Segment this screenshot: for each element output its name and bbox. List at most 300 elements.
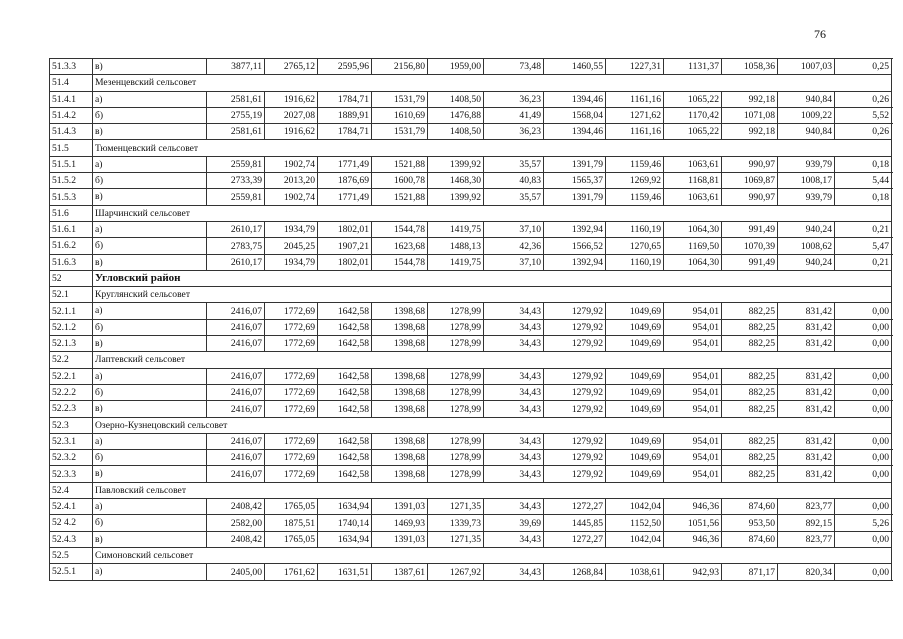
table-cell: 1544,78 (372, 221, 428, 237)
table-row (50, 124, 892, 140)
row-code: 51.5 (50, 140, 93, 156)
table-cell: 1934,79 (265, 254, 318, 270)
table-row (50, 221, 892, 237)
table-cell: 1159,46 (606, 156, 664, 172)
table-cell: 1642,58 (318, 319, 372, 335)
district-row (50, 270, 892, 286)
row-code: 52.1 (50, 287, 93, 303)
table-cell: 0,21 (835, 221, 892, 237)
table-cell: 2610,17 (207, 254, 265, 270)
table-row (50, 401, 892, 417)
table-cell: 0,00 (835, 401, 892, 417)
table-row (50, 238, 892, 254)
table-cell: 1227,31 (606, 59, 664, 75)
table-cell: 831,42 (778, 401, 835, 417)
table-cell: 5,44 (835, 173, 892, 189)
table-cell: 939,79 (778, 156, 835, 172)
row-variant: а) (93, 303, 207, 319)
table-cell: 0,18 (835, 156, 892, 172)
table-cell: 1642,58 (318, 401, 372, 417)
table-row (50, 303, 892, 319)
table-cell: 1889,91 (318, 107, 372, 123)
table-cell: 942,93 (664, 564, 722, 580)
table-cell: 871,17 (722, 564, 778, 580)
table-cell: 1278,99 (428, 319, 484, 335)
table-cell: 1902,74 (265, 189, 318, 205)
table-cell: 992,18 (722, 124, 778, 140)
table-cell: 990,97 (722, 189, 778, 205)
table-cell: 2013,20 (265, 173, 318, 189)
table-row (50, 368, 892, 384)
table-cell: 1959,00 (428, 59, 484, 75)
table-cell: 1568,04 (544, 107, 606, 123)
table-cell: 874,60 (722, 531, 778, 547)
table-cell: 1623,68 (372, 238, 428, 254)
table-cell: 892,15 (778, 515, 835, 531)
table-cell: 1642,58 (318, 336, 372, 352)
table-cell: 1398,68 (372, 450, 428, 466)
section-name: Павловский сельсовет (93, 482, 892, 498)
table-cell: 2408,42 (207, 499, 265, 515)
table-cell: 1267,92 (428, 564, 484, 580)
table-cell: 1634,94 (318, 531, 372, 547)
table-cell: 1063,61 (664, 189, 722, 205)
table-cell: 3877,11 (207, 59, 265, 75)
table-cell: 1269,92 (606, 173, 664, 189)
table-cell: 954,01 (664, 303, 722, 319)
table-cell: 1042,04 (606, 531, 664, 547)
table-cell: 1063,61 (664, 156, 722, 172)
row-variant: б) (93, 238, 207, 254)
table-row (50, 59, 892, 75)
table-cell: 1399,92 (428, 189, 484, 205)
table-cell: 954,01 (664, 368, 722, 384)
table-cell: 2416,07 (207, 401, 265, 417)
table-cell: 1876,69 (318, 173, 372, 189)
row-code: 52.2.3 (50, 401, 93, 417)
table-cell: 1271,62 (606, 107, 664, 123)
row-code: 52.1.1 (50, 303, 93, 319)
table-cell: 1169,50 (664, 238, 722, 254)
table-cell: 1387,61 (372, 564, 428, 580)
table-cell: 2405,00 (207, 564, 265, 580)
row-variant: б) (93, 319, 207, 335)
row-code: 52.4.1 (50, 499, 93, 515)
table-cell: 2156,80 (372, 59, 428, 75)
row-variant: а) (93, 221, 207, 237)
row-variant: в) (93, 401, 207, 417)
row-variant: а) (93, 156, 207, 172)
table-row (50, 384, 892, 400)
table-cell: 1408,50 (428, 91, 484, 107)
row-code: 52.1.3 (50, 336, 93, 352)
table-cell: 1391,79 (544, 189, 606, 205)
table-cell: 1278,99 (428, 368, 484, 384)
table-cell: 2783,75 (207, 238, 265, 254)
row-variant: а) (93, 433, 207, 449)
table-row (50, 91, 892, 107)
table-row (50, 254, 892, 270)
table-cell: 946,36 (664, 531, 722, 547)
table-cell: 1419,75 (428, 254, 484, 270)
table-cell: 2045,25 (265, 238, 318, 254)
row-variant: б) (93, 515, 207, 531)
page-number: 76 (814, 27, 826, 41)
table-cell: 882,25 (722, 303, 778, 319)
table-cell: 820,34 (778, 564, 835, 580)
section-row (50, 352, 892, 368)
table-cell: 0,00 (835, 384, 892, 400)
table-cell: 953,50 (722, 515, 778, 531)
table-cell: 1631,51 (318, 564, 372, 580)
table-cell: 1642,58 (318, 466, 372, 482)
row-code: 51.4.3 (50, 124, 93, 140)
table-cell: 1772,69 (265, 450, 318, 466)
table-cell: 1531,79 (372, 91, 428, 107)
table-cell: 1399,92 (428, 156, 484, 172)
table-cell: 0,00 (835, 303, 892, 319)
table-cell: 2416,07 (207, 303, 265, 319)
table-cell: 1278,99 (428, 384, 484, 400)
section-row (50, 547, 892, 563)
row-code: 51.4 (50, 75, 93, 91)
table-cell: 2416,07 (207, 466, 265, 482)
table-cell: 1408,50 (428, 124, 484, 140)
table-cell: 2416,07 (207, 336, 265, 352)
table-cell: 1278,99 (428, 401, 484, 417)
table-cell: 1391,79 (544, 156, 606, 172)
table-cell: 2416,07 (207, 433, 265, 449)
table-cell: 1566,52 (544, 238, 606, 254)
table-cell: 1934,79 (265, 221, 318, 237)
table-cell: 940,24 (778, 254, 835, 270)
table-cell: 2581,61 (207, 124, 265, 140)
table-cell: 1642,58 (318, 450, 372, 466)
table-cell: 34,43 (484, 450, 544, 466)
table-cell: 954,01 (664, 319, 722, 335)
table-cell: 2416,07 (207, 384, 265, 400)
table-cell: 34,43 (484, 319, 544, 335)
table-cell: 1278,99 (428, 303, 484, 319)
table-cell: 1042,04 (606, 499, 664, 515)
table-cell: 882,25 (722, 368, 778, 384)
table-cell: 1049,69 (606, 368, 664, 384)
row-code: 51.5.1 (50, 156, 93, 172)
table-cell: 831,42 (778, 384, 835, 400)
table-cell: 882,25 (722, 450, 778, 466)
table-cell: 1279,92 (544, 336, 606, 352)
table-cell: 954,01 (664, 450, 722, 466)
table-cell: 0,25 (835, 59, 892, 75)
table-cell: 1279,92 (544, 401, 606, 417)
table-row (50, 515, 892, 531)
table-cell: 1772,69 (265, 401, 318, 417)
table-cell: 1392,94 (544, 254, 606, 270)
table-cell: 0,00 (835, 466, 892, 482)
table-cell: 1161,16 (606, 124, 664, 140)
table-cell: 1772,69 (265, 466, 318, 482)
table-cell: 882,25 (722, 336, 778, 352)
section-name: Тюменцевский сельсовет (93, 140, 892, 156)
table-cell: 34,43 (484, 499, 544, 515)
table-cell: 1058,36 (722, 59, 778, 75)
table-cell: 831,42 (778, 319, 835, 335)
row-code: 51.6.3 (50, 254, 93, 270)
section-row (50, 75, 892, 91)
table-cell: 954,01 (664, 384, 722, 400)
table-row (50, 564, 892, 580)
table-cell: 2559,81 (207, 156, 265, 172)
section-row (50, 287, 892, 303)
table-cell: 1784,71 (318, 91, 372, 107)
table-cell: 1279,92 (544, 368, 606, 384)
row-variant: а) (93, 499, 207, 515)
table-cell: 35,57 (484, 156, 544, 172)
row-variant: в) (93, 189, 207, 205)
table-cell: 1445,85 (544, 515, 606, 531)
table-row (50, 336, 892, 352)
table-cell: 1278,99 (428, 450, 484, 466)
table-cell: 940,24 (778, 221, 835, 237)
section-name: Мезенцевский сельсовет (93, 75, 892, 91)
table-row (50, 499, 892, 515)
row-variant: в) (93, 531, 207, 547)
table-cell: 992,18 (722, 91, 778, 107)
tariff-table (49, 58, 892, 581)
table-cell: 882,25 (722, 319, 778, 335)
row-code: 52.2 (50, 352, 93, 368)
table-cell: 1049,69 (606, 466, 664, 482)
table-cell: 1521,88 (372, 189, 428, 205)
table-row (50, 173, 892, 189)
table-cell: 1772,69 (265, 368, 318, 384)
table-cell: 1398,68 (372, 384, 428, 400)
row-variant: а) (93, 564, 207, 580)
table-cell: 1907,21 (318, 238, 372, 254)
table-cell: 1469,93 (372, 515, 428, 531)
table-cell: 2733,39 (207, 173, 265, 189)
table-cell: 0,00 (835, 433, 892, 449)
row-code: 52.5 (50, 547, 93, 563)
row-variant: в) (93, 466, 207, 482)
table-cell: 954,01 (664, 336, 722, 352)
table-cell: 1007,03 (778, 59, 835, 75)
row-variant: в) (93, 59, 207, 75)
row-code: 52.3.3 (50, 466, 93, 482)
section-name: Шарчинский сельсовет (93, 205, 892, 221)
table-cell: 2595,96 (318, 59, 372, 75)
table-cell: 2559,81 (207, 189, 265, 205)
table-cell: 1008,62 (778, 238, 835, 254)
table-cell: 1398,68 (372, 368, 428, 384)
table-cell: 0,00 (835, 319, 892, 335)
table-cell: 1270,65 (606, 238, 664, 254)
table-cell: 954,01 (664, 466, 722, 482)
table-cell: 1802,01 (318, 221, 372, 237)
table-cell: 940,84 (778, 124, 835, 140)
table-cell: 1531,79 (372, 124, 428, 140)
table-cell: 831,42 (778, 450, 835, 466)
table-cell: 2582,00 (207, 515, 265, 531)
row-variant: в) (93, 254, 207, 270)
table-cell: 2408,42 (207, 531, 265, 547)
row-code: 52.3.2 (50, 450, 93, 466)
table-cell: 1642,58 (318, 433, 372, 449)
table-cell: 1544,78 (372, 254, 428, 270)
table-cell: 0,26 (835, 91, 892, 107)
table-cell: 0,18 (835, 189, 892, 205)
table-cell: 823,77 (778, 531, 835, 547)
row-code: 51.4.1 (50, 91, 93, 107)
table-cell: 831,42 (778, 368, 835, 384)
table-cell: 882,25 (722, 384, 778, 400)
table-cell: 1279,92 (544, 433, 606, 449)
table-cell: 1771,49 (318, 189, 372, 205)
row-variant: в) (93, 336, 207, 352)
table-cell: 0,00 (835, 368, 892, 384)
table-cell: 1064,30 (664, 254, 722, 270)
table-cell: 1278,99 (428, 466, 484, 482)
row-code: 52.4 (50, 482, 93, 498)
table-cell: 1161,16 (606, 91, 664, 107)
table-cell: 37,10 (484, 254, 544, 270)
table-cell: 991,49 (722, 254, 778, 270)
table-cell: 34,43 (484, 401, 544, 417)
table-cell: 1278,99 (428, 433, 484, 449)
section-name: Лаптевский сельсовет (93, 352, 892, 368)
table-cell: 954,01 (664, 433, 722, 449)
row-code: 52.4.3 (50, 531, 93, 547)
row-variant: а) (93, 91, 207, 107)
row-code: 52.1.2 (50, 319, 93, 335)
table-cell: 37,10 (484, 221, 544, 237)
table-cell: 1761,62 (265, 564, 318, 580)
table-cell: 0,00 (835, 499, 892, 515)
table-cell: 2416,07 (207, 450, 265, 466)
table-cell: 1049,69 (606, 433, 664, 449)
table-cell: 1394,46 (544, 124, 606, 140)
section-row (50, 140, 892, 156)
table-cell: 1170,42 (664, 107, 722, 123)
table-cell: 1398,68 (372, 466, 428, 482)
table-cell: 1168,81 (664, 173, 722, 189)
table-cell: 823,77 (778, 499, 835, 515)
table-cell: 946,36 (664, 499, 722, 515)
section-row (50, 205, 892, 221)
table-cell: 1038,61 (606, 564, 664, 580)
table-cell: 2416,07 (207, 319, 265, 335)
table-cell: 1398,68 (372, 433, 428, 449)
table-cell: 1398,68 (372, 303, 428, 319)
table-cell: 1008,17 (778, 173, 835, 189)
table-cell: 0,00 (835, 450, 892, 466)
table-cell: 1049,69 (606, 450, 664, 466)
table-cell: 0,21 (835, 254, 892, 270)
table-cell: 1916,62 (265, 124, 318, 140)
table-cell: 1802,01 (318, 254, 372, 270)
table-cell: 831,42 (778, 466, 835, 482)
table-cell: 874,60 (722, 499, 778, 515)
section-name: Озерно-Кузнецовский сельсовет (93, 417, 892, 433)
table-cell: 1488,13 (428, 238, 484, 254)
table-cell: 1049,69 (606, 384, 664, 400)
table-cell: 1131,37 (664, 59, 722, 75)
table-cell: 34,43 (484, 384, 544, 400)
table-cell: 1339,73 (428, 515, 484, 531)
table-cell: 2765,12 (265, 59, 318, 75)
table-cell: 1392,94 (544, 221, 606, 237)
table-cell: 36,23 (484, 124, 544, 140)
table-cell: 1765,05 (265, 499, 318, 515)
table-cell: 1565,37 (544, 173, 606, 189)
table-cell: 1419,75 (428, 221, 484, 237)
table-cell: 2610,17 (207, 221, 265, 237)
table-cell: 1902,74 (265, 156, 318, 172)
row-variant: б) (93, 173, 207, 189)
table-cell: 1600,78 (372, 173, 428, 189)
table-cell: 1772,69 (265, 384, 318, 400)
table-cell: 5,52 (835, 107, 892, 123)
row-code: 51.5.3 (50, 189, 93, 205)
table-cell: 1875,51 (265, 515, 318, 531)
table-cell: 1049,69 (606, 303, 664, 319)
table-cell: 1152,50 (606, 515, 664, 531)
table-cell: 0,00 (835, 564, 892, 580)
table-cell: 1398,68 (372, 336, 428, 352)
row-code: 52.5.1 (50, 564, 93, 580)
table-cell: 939,79 (778, 189, 835, 205)
table-cell: 2581,61 (207, 91, 265, 107)
table-cell: 1476,88 (428, 107, 484, 123)
table-cell: 1049,69 (606, 319, 664, 335)
section-name: Симоновский сельсовет (93, 547, 892, 563)
table-cell: 1278,99 (428, 336, 484, 352)
table-row (50, 156, 892, 172)
table-cell: 36,23 (484, 91, 544, 107)
row-code: 51.6.1 (50, 221, 93, 237)
table-cell: 882,25 (722, 401, 778, 417)
table-cell: 1064,30 (664, 221, 722, 237)
table-cell: 0,00 (835, 531, 892, 547)
table-cell: 2755,19 (207, 107, 265, 123)
table-cell: 1009,22 (778, 107, 835, 123)
table-cell: 5,47 (835, 238, 892, 254)
row-variant: б) (93, 107, 207, 123)
table-cell: 1049,69 (606, 336, 664, 352)
table-cell: 0,00 (835, 336, 892, 352)
row-code: 51.6.2 (50, 238, 93, 254)
row-code: 51.3.3 (50, 59, 93, 75)
table-cell: 1642,58 (318, 384, 372, 400)
table-cell: 34,43 (484, 336, 544, 352)
table-body (50, 59, 892, 581)
table-row (50, 531, 892, 547)
table-cell: 0,26 (835, 124, 892, 140)
table-cell: 1160,19 (606, 254, 664, 270)
table-cell: 831,42 (778, 336, 835, 352)
table-cell: 1916,62 (265, 91, 318, 107)
table-cell: 1398,68 (372, 401, 428, 417)
row-code: 52.3.1 (50, 433, 93, 449)
table-cell: 831,42 (778, 433, 835, 449)
table-cell: 1765,05 (265, 531, 318, 547)
table-cell: 1771,49 (318, 156, 372, 172)
table-cell: 1772,69 (265, 303, 318, 319)
table-cell: 1521,88 (372, 156, 428, 172)
table-cell: 1784,71 (318, 124, 372, 140)
table-cell: 1071,08 (722, 107, 778, 123)
table-cell: 1642,58 (318, 303, 372, 319)
